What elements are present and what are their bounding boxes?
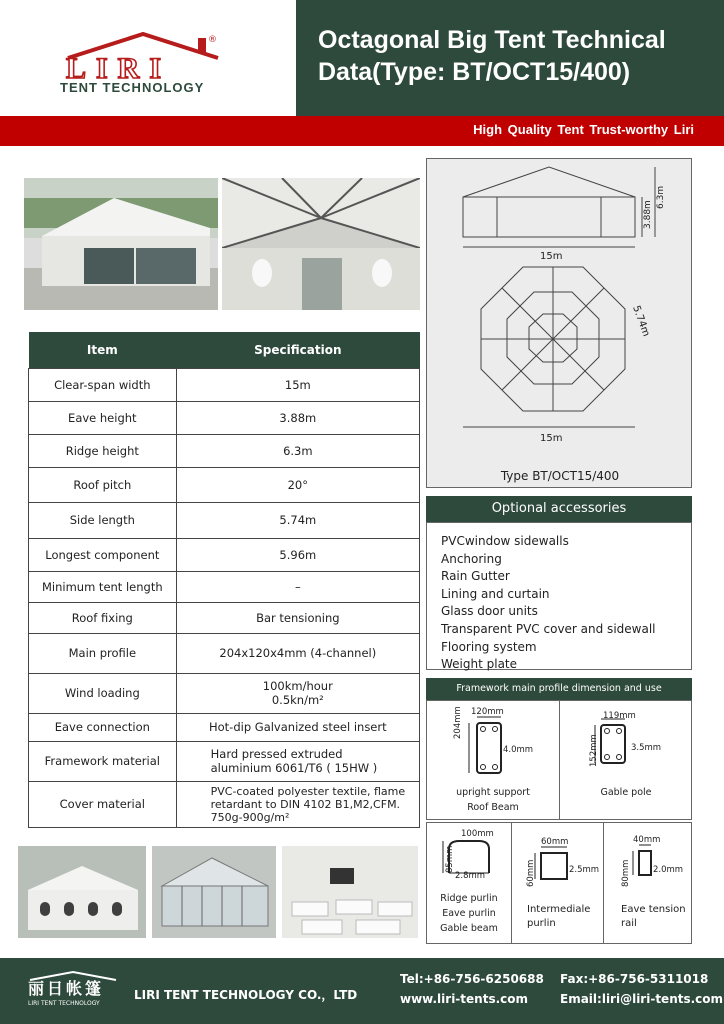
table-row: Clear-span width 15m <box>29 368 420 401</box>
list-item: Transparent PVC cover and sidewall <box>441 621 656 636</box>
col-header-spec: Specification <box>176 332 419 368</box>
table-row: Minimum tent length – <box>29 571 420 602</box>
logo-area <box>0 0 296 116</box>
tent-photo-2 <box>152 846 276 938</box>
table-row: Eave height 3.88m <box>29 401 420 434</box>
logo-wordmark: LIRI <box>66 52 172 85</box>
footer <box>0 958 724 1024</box>
tent-interior-event-photo <box>282 846 418 938</box>
logo-subtitle: TENT TECHNOLOGY <box>60 80 205 95</box>
footer-fax: Fax:+86-756-5311018 <box>560 972 709 986</box>
table-header-row <box>29 332 420 368</box>
optional-accessories-title: Optional accessories <box>426 496 692 522</box>
footer-tel: Tel:+86-756-6250688 <box>400 972 544 986</box>
title-banner <box>296 0 724 116</box>
optional-accessories-list <box>426 522 692 670</box>
table-row: Framework material Hard pressed extruded aluminium 6061/T6 ( 15HW ) <box>29 741 420 781</box>
list-item: PVCwindow sidewalls <box>441 534 569 548</box>
dimension-drawing <box>426 158 692 488</box>
table-row: Eave connection Hot-dip Galvanized steel insert <box>29 713 420 741</box>
table-row: Wind loading 100km/hour 0.5kn/m² <box>29 673 420 713</box>
ridge-height-label: 6.3m <box>656 185 666 209</box>
side-width-label: 15m <box>540 251 563 262</box>
list-item: Anchoring <box>441 551 502 566</box>
framework-profiles-bottom: 100mm 85mm 2.8mm Ridge purlin Eave purlin Gable beam 60mm 60mm 2.5mm Intermediale purlin 40mm 80mm 2.0mm Eave tension rail <box>426 822 692 944</box>
tagline: High Quality Tent Trust-worthy Liri <box>473 122 694 137</box>
eave-height-label: 3.88m <box>643 200 653 229</box>
framework-profiles-top: 120mm 204mm 4.0mm upright support Roof Beam 119mm 152mm 3.5mm Gable pole <box>426 700 692 820</box>
profile-upright-icon <box>457 709 537 779</box>
page-title: Octagonal Big Tent Technical Data(Type: BT/OCT15/400) <box>318 26 666 86</box>
tagline-bar <box>0 116 724 146</box>
table-row: Side length 5.74m <box>29 502 420 538</box>
tent-exterior-photo <box>24 178 218 310</box>
table-row: Roof pitch 20° <box>29 467 420 502</box>
list-item: Flooring system <box>441 639 537 654</box>
list-item: Rain Gutter <box>441 569 510 584</box>
side-length-label: 5.74m <box>630 304 652 339</box>
svg-text:®: ® <box>208 35 217 45</box>
footer-website-link[interactable]: www.liri-tents.com <box>400 992 529 1006</box>
spec-table <box>28 332 420 828</box>
tent-photo-1 <box>18 846 146 938</box>
col-header-item: Item <box>29 332 177 368</box>
footer-brand-sub: LIRI TENT TECHNOLOGY <box>28 1000 100 1007</box>
footer-company: LIRI TENT TECHNOLOGY CO.，LTD <box>134 988 358 1002</box>
footer-email-link[interactable]: Email:liri@liri-tents.com <box>560 992 724 1006</box>
table-row: Roof fixing Bar tensioning <box>29 602 420 633</box>
table-row: Main profile 204x120x4mm (4-channel) <box>29 633 420 673</box>
list-item: Lining and curtain <box>441 586 550 601</box>
list-item: Weight plate <box>441 657 518 672</box>
list-item: Glass door units <box>441 604 538 619</box>
footer-brand-cn: 丽日帐篷 <box>28 979 105 998</box>
table-row: Cover material PVC-coated polyester textile, flame retardant to DIN 4102 B1,M2,CFM. 750g-900g/m² <box>29 781 420 827</box>
table-row: Ridge height 6.3m <box>29 434 420 467</box>
table-row: Longest component 5.96m <box>29 538 420 571</box>
drawing-caption: Type BT/OCT15/400 <box>500 469 620 483</box>
plan-width-label: 15m <box>540 433 563 444</box>
framework-title: Framework main profile dimension and use <box>426 678 692 700</box>
tent-interior-photo <box>222 178 420 310</box>
